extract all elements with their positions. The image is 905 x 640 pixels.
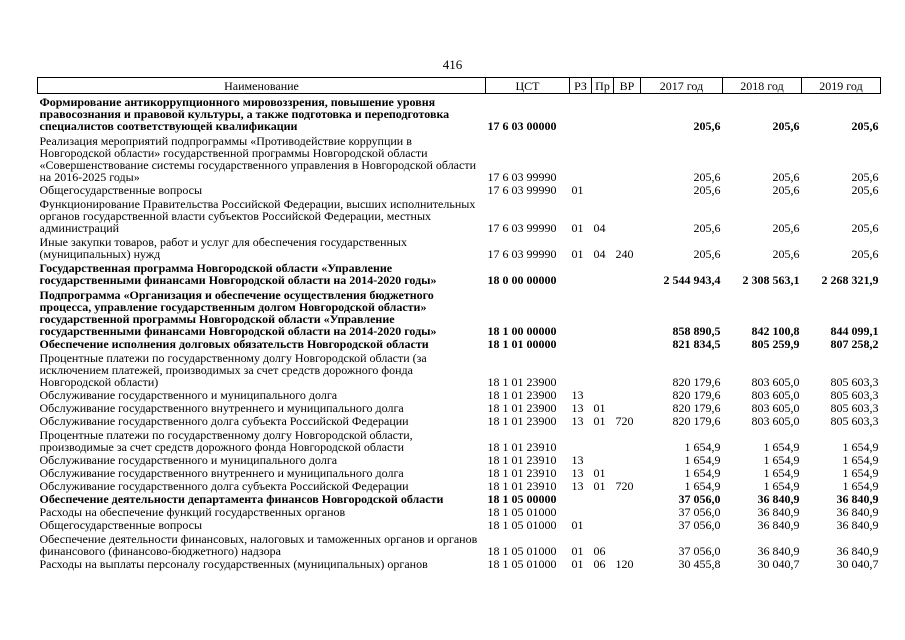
cell-name: Государственная программа Новгородской области «Управление государственными финансами Новгородской области на 2014-2020 годы» (39, 261, 437, 287)
table-row (38, 479, 881, 492)
cell-pr: 06 (593, 544, 606, 558)
cell-cst: 18 1 05 01000 (487, 518, 557, 532)
cell-y2019: 36 840,9 (836, 492, 879, 506)
cell-pr (592, 427, 614, 453)
cell-y2018: 205,6 (772, 119, 800, 133)
cell-cst: 18 1 01 23900 (487, 401, 557, 415)
cell-rz: 01 (571, 557, 584, 571)
cell-y2019: 1 654,9 (842, 453, 879, 467)
cell-cst: 17 6 03 00000 (487, 119, 557, 133)
cell-vr (614, 260, 641, 286)
col-header-2019: 2019 год (802, 78, 881, 94)
cell-name: Обеспечение исполнения долговых обязательств Новгородской области (39, 337, 429, 351)
cell-y2019: 36 840,9 (836, 505, 879, 519)
cell-rz: 01 (571, 518, 584, 532)
table-row (38, 557, 881, 570)
cell-pr: 01 (593, 466, 606, 480)
cell-y2018: 36 840,9 (757, 492, 800, 506)
cell-pr (592, 518, 614, 531)
cell-y2018: 36 840,9 (757, 518, 800, 532)
cell-vr: 120 (615, 557, 634, 571)
table-row (38, 94, 881, 133)
cell-y2019: 1 654,9 (842, 440, 879, 454)
cell-y2017: 37 056,0 (678, 505, 721, 519)
cell-y2018: 2 308 563,1 (742, 273, 800, 287)
cell-pr (592, 388, 614, 401)
cell-name: Реализация мероприятий подпрограммы «Противодействие коррупции в Новгородской области» государственной программы Новгородской области «Совершенствование системы государственного управления в Новгородской области на 2016-2025 годы» (39, 134, 476, 184)
col-header-pr: Пр (592, 78, 614, 94)
cell-rz (570, 350, 592, 388)
cell-pr (592, 453, 614, 466)
table-row (38, 518, 881, 531)
cell-vr (614, 401, 641, 414)
cell-y2018: 1 654,9 (763, 466, 800, 480)
cell-name: Обслуживание государственного внутреннего и муниципального долга (39, 466, 404, 480)
cell-rz: 13 (571, 453, 584, 467)
cell-name: Расходы на обеспечение функций государственных органов (39, 505, 346, 519)
cell-y2019: 205,6 (851, 221, 879, 235)
cell-vr (614, 492, 641, 505)
cell-rz: 13 (571, 401, 584, 415)
cell-y2017: 820 179,6 (672, 375, 721, 389)
cell-y2018: 205,6 (772, 247, 800, 261)
cell-cst: 17 6 03 99990 (487, 247, 557, 261)
col-header-name: Наименование (38, 78, 486, 94)
cell-vr (614, 196, 641, 234)
cell-y2017: 2 544 943,4 (663, 273, 721, 287)
cell-y2017: 820 179,6 (672, 414, 721, 428)
cell-cst: 18 1 01 23910 (487, 479, 557, 493)
col-header-2017: 2017 год (641, 78, 723, 94)
cell-y2017: 821 834,5 (672, 337, 721, 351)
cell-rz (570, 132, 592, 183)
cell-y2018: 805 259,9 (751, 337, 800, 351)
cell-cst: 18 1 01 23910 (487, 440, 557, 454)
cell-cst: 18 1 05 01000 (487, 505, 557, 519)
cell-rz: 01 (571, 221, 584, 235)
cell-y2017: 205,6 (693, 221, 721, 235)
cell-y2017: 37 056,0 (678, 492, 721, 506)
cell-y2019: 205,6 (851, 170, 879, 184)
cell-y2019: 807 258,2 (830, 337, 879, 351)
cell-y2019: 1 654,9 (842, 466, 879, 480)
col-header-2018: 2018 год (723, 78, 802, 94)
cell-pr (592, 492, 614, 505)
cell-cst: 18 1 01 23900 (487, 375, 557, 389)
cell-y2018: 205,6 (772, 183, 800, 197)
cell-cst: 17 6 03 99990 (487, 170, 557, 184)
cell-name: Обслуживание государственного внутреннего и муниципального долга (39, 401, 404, 415)
cell-y2017: 820 179,6 (672, 388, 721, 402)
cell-y2017: 858 890,5 (672, 324, 721, 338)
cell-y2019: 36 840,9 (836, 518, 879, 532)
cell-name: Обеспечение деятельности финансовых, налоговых и таможенных органов и органов финансового (финансово-бюджетного) надзора (39, 532, 478, 558)
cell-vr (614, 350, 641, 388)
cell-rz (570, 492, 592, 505)
cell-rz (570, 286, 592, 337)
cell-vr (614, 505, 641, 518)
cell-vr (614, 94, 641, 133)
cell-vr (614, 183, 641, 196)
cell-cst: 18 1 01 23900 (487, 388, 557, 402)
cell-cst: 18 1 01 23910 (487, 453, 557, 467)
cell-cst: 18 0 00 00000 (487, 273, 557, 287)
cell-y2019: 1 654,9 (842, 479, 879, 493)
col-header-vr: ВР (614, 78, 641, 94)
cell-pr: 04 (593, 221, 606, 235)
cell-name: Расходы на выплаты персоналу государственных (муниципальных) органов (39, 557, 428, 571)
cell-rz: 13 (571, 414, 584, 428)
cell-y2019: 844 099,1 (830, 324, 879, 338)
cell-pr (592, 337, 614, 350)
cell-vr (614, 531, 641, 557)
table-row (38, 337, 881, 350)
cell-y2018: 1 654,9 (763, 479, 800, 493)
cell-pr (592, 94, 614, 133)
table-row (38, 492, 881, 505)
cell-y2017: 30 455,8 (678, 557, 721, 571)
cell-vr: 720 (615, 479, 634, 493)
cell-name: Подпрограмма «Организация и обеспечение осуществления бюджетного процесса, управление государственным долгом Новгородской области» государственной программы Новгородской области «Управление государственными финансами Новгородской области на 2014-2020 годы» (39, 288, 437, 338)
cell-y2017: 205,6 (693, 247, 721, 261)
cell-vr (614, 453, 641, 466)
cell-y2018: 803 605,0 (751, 388, 800, 402)
cell-y2019: 2 268 321,9 (821, 273, 879, 287)
table-row (38, 350, 881, 388)
cell-rz: 01 (571, 183, 584, 197)
cell-cst: 18 1 05 00000 (487, 492, 557, 506)
cell-y2018: 36 840,9 (757, 544, 800, 558)
cell-y2018: 803 605,0 (751, 414, 800, 428)
cell-y2017: 205,6 (693, 183, 721, 197)
cell-name: Процентные платежи по государственному долгу Новгородской области (за исключением платежей, производимых за счет средств дорожного фонда Новгородской области) (39, 351, 427, 389)
col-header-rz: РЗ (570, 78, 592, 94)
cell-vr (614, 466, 641, 479)
table-row (38, 388, 881, 401)
table-row (38, 531, 881, 557)
table-row (38, 260, 881, 286)
cell-name: Общегосударственные вопросы (39, 518, 203, 532)
cell-vr: 720 (615, 414, 634, 428)
cell-rz (570, 337, 592, 350)
cell-name: Обслуживание государственного долга субъекта Российской Федерации (39, 414, 409, 428)
table-header-row (38, 78, 881, 94)
table-row (38, 183, 881, 196)
cell-cst: 18 1 01 00000 (487, 337, 557, 351)
cell-name: Обеспечение деятельности департамента финансов Новгородской области (39, 492, 444, 506)
table-row (38, 414, 881, 427)
cell-rz: 01 (571, 247, 584, 261)
page-number: 416 (442, 57, 463, 72)
cell-vr (614, 132, 641, 183)
cell-y2017: 205,6 (693, 119, 721, 133)
cell-y2018: 36 840,9 (757, 505, 800, 519)
cell-cst: 18 1 05 01000 (487, 557, 557, 571)
cell-pr (592, 350, 614, 388)
cell-name: Функционирование Правительства Российской Федерации, высших исполнительных органов государственной власти субъектов Российской Федерации, местных администраций (39, 197, 476, 235)
cell-pr (592, 505, 614, 518)
cell-name: Обслуживание государственного и муниципального долга (39, 388, 338, 402)
table-row (38, 132, 881, 183)
cell-y2017: 1 654,9 (684, 453, 721, 467)
table-row (38, 466, 881, 479)
cell-vr (614, 337, 641, 350)
cell-rz: 13 (571, 479, 584, 493)
cell-name: Иные закупки товаров, работ и услуг для обеспечения государственных (муниципальных) нужд (39, 235, 407, 261)
cell-cst: 18 1 01 23900 (487, 414, 557, 428)
cell-pr: 01 (593, 479, 606, 493)
cell-y2017: 1 654,9 (684, 479, 721, 493)
table-row (38, 453, 881, 466)
cell-y2019: 805 603,3 (830, 401, 879, 415)
cell-name: Общегосударственные вопросы (39, 183, 203, 197)
cell-y2019: 36 840,9 (836, 544, 879, 558)
cell-y2018: 30 040,7 (757, 557, 800, 571)
cell-name: Обслуживание государственного и муниципального долга (39, 453, 338, 467)
cell-pr (592, 286, 614, 337)
cell-pr: 04 (593, 247, 606, 261)
cell-vr (614, 286, 641, 337)
cell-y2018: 205,6 (772, 170, 800, 184)
cell-vr (614, 427, 641, 453)
cell-cst: 18 1 00 00000 (487, 324, 557, 338)
cell-y2019: 805 603,3 (830, 414, 879, 428)
cell-y2018: 1 654,9 (763, 440, 800, 454)
table-row (38, 401, 881, 414)
cell-cst: 18 1 05 01000 (487, 544, 557, 558)
cell-y2017: 205,6 (693, 170, 721, 184)
cell-rz: 13 (571, 388, 584, 402)
table-row (38, 196, 881, 234)
cell-y2019: 205,6 (851, 183, 879, 197)
cell-y2018: 205,6 (772, 221, 800, 235)
table-row (38, 234, 881, 260)
cell-vr: 240 (615, 247, 634, 261)
cell-rz (570, 94, 592, 133)
col-header-cst: ЦСТ (486, 78, 570, 94)
cell-y2017: 1 654,9 (684, 466, 721, 480)
cell-rz (570, 427, 592, 453)
cell-y2017: 1 654,9 (684, 440, 721, 454)
cell-pr: 01 (593, 414, 606, 428)
cell-y2018: 1 654,9 (763, 453, 800, 467)
cell-y2017: 37 056,0 (678, 544, 721, 558)
cell-cst: 18 1 01 23910 (487, 466, 557, 480)
cell-pr (592, 132, 614, 183)
cell-y2018: 803 605,0 (751, 375, 800, 389)
cell-y2019: 805 603,3 (830, 388, 879, 402)
cell-cst: 17 6 03 99990 (487, 183, 557, 197)
cell-pr: 01 (593, 401, 606, 415)
table-row (38, 286, 881, 337)
cell-pr (592, 260, 614, 286)
cell-y2019: 30 040,7 (836, 557, 879, 571)
cell-y2018: 803 605,0 (751, 401, 800, 415)
table-row (38, 505, 881, 518)
cell-rz (570, 505, 592, 518)
cell-name: Обслуживание государственного долга субъекта Российской Федерации (39, 479, 409, 493)
cell-vr (614, 388, 641, 401)
table-row (38, 427, 881, 453)
cell-y2018: 842 100,8 (751, 324, 800, 338)
cell-y2019: 805 603,3 (830, 375, 879, 389)
cell-name: Процентные платежи по государственному долгу Новгородской области, производимые за счет средств дорожного фонда Новгородской области (39, 428, 413, 454)
cell-rz (570, 260, 592, 286)
cell-vr (614, 518, 641, 531)
budget-table (37, 77, 881, 570)
cell-name: Формирование антикоррупционного мировоззрения, повышение уровня правосознания и правовой культуры, а также подготовка и переподготовка специалистов соответствующей квалификации (39, 95, 450, 133)
cell-y2019: 205,6 (851, 119, 879, 133)
cell-y2017: 37 056,0 (678, 518, 721, 532)
cell-rz: 13 (571, 466, 584, 480)
cell-y2019: 205,6 (851, 247, 879, 261)
cell-pr: 06 (593, 557, 606, 571)
cell-pr (592, 183, 614, 196)
cell-y2017: 820 179,6 (672, 401, 721, 415)
cell-rz: 01 (571, 544, 584, 558)
cell-cst: 17 6 03 99990 (487, 221, 557, 235)
